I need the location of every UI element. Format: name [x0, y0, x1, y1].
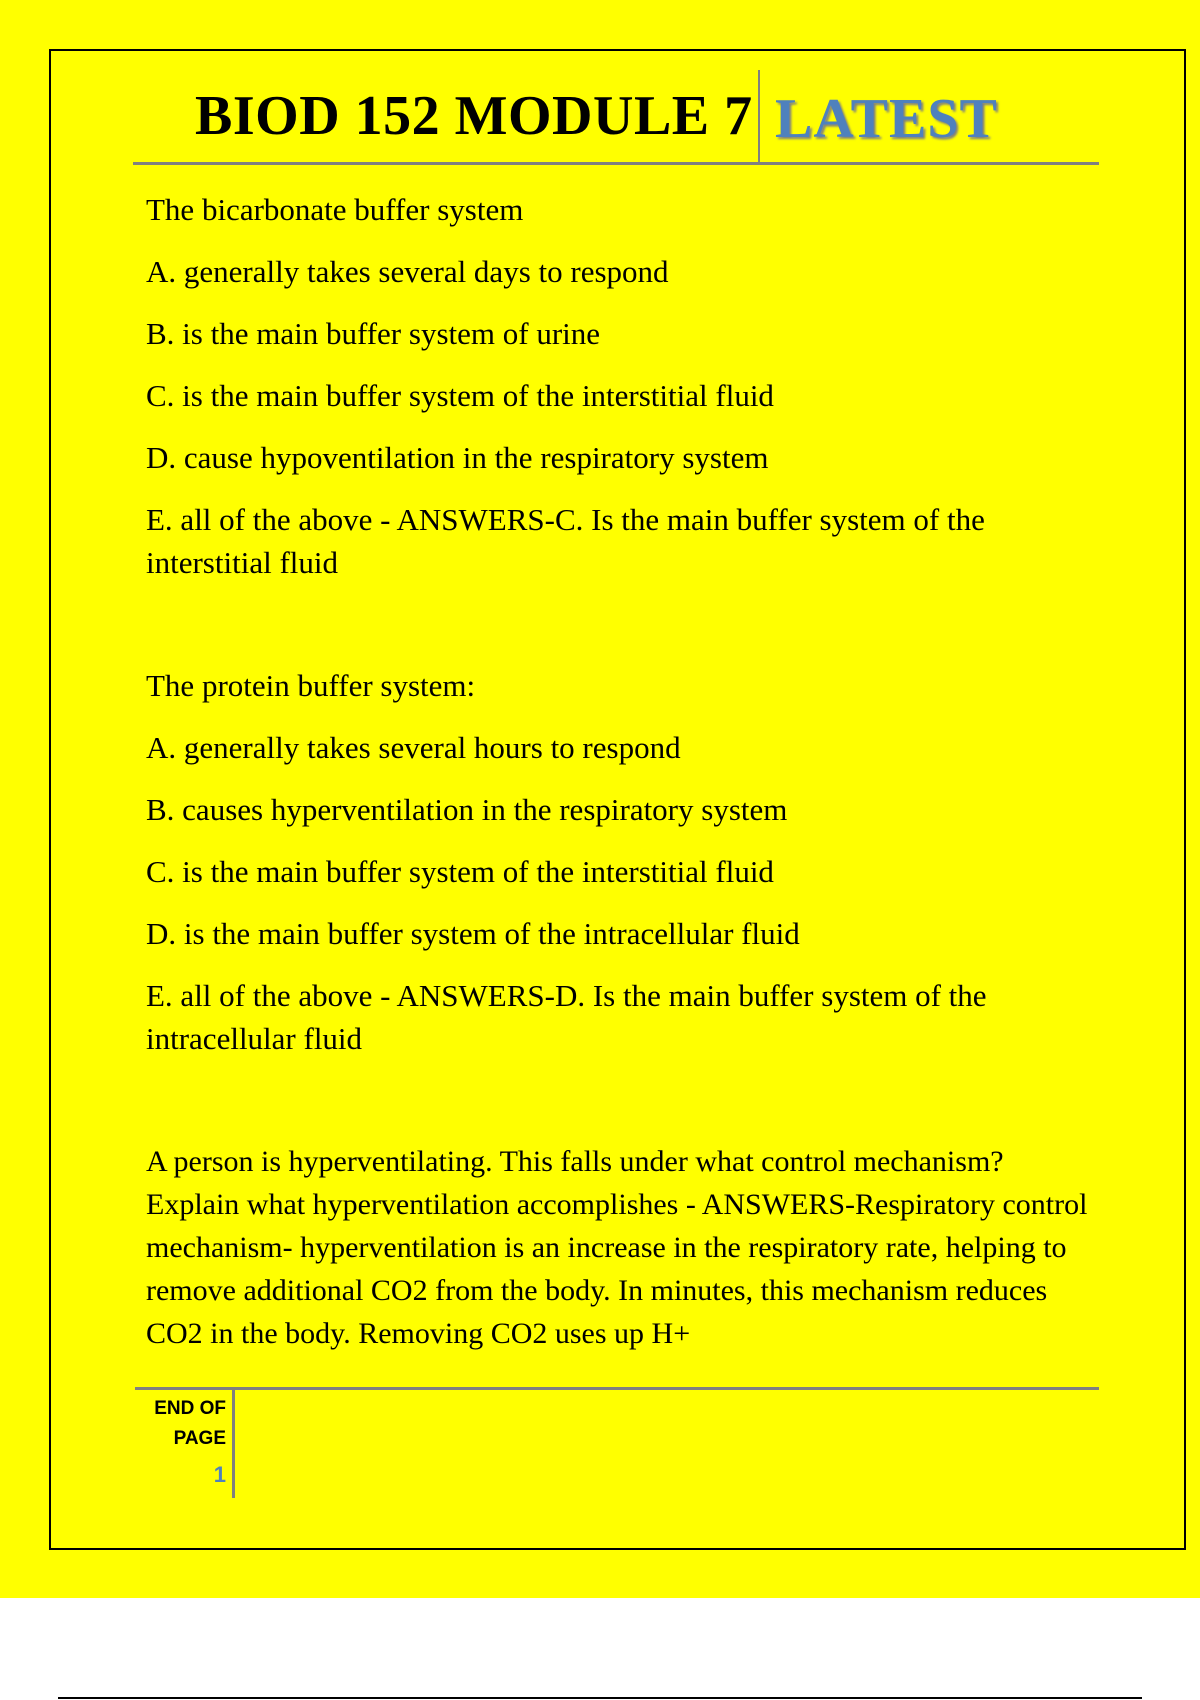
header-divider [758, 70, 760, 162]
document-title: BIOD 152 MODULE 7 [195, 85, 753, 147]
question-2-option-b: B. causes hyperventilation in the respiratory system [146, 792, 788, 827]
end-of-page-label [140, 1394, 226, 1454]
question-1-option-b: B. is the main buffer system of urine [146, 316, 601, 351]
question-3-text: A person is hyperventilating. This falls under what control mechanism? Explain what hyperventilation accomplishes - ANSWERS-Respiratory control mechanism- hyperventilation is an increase in the respiratory rate, helping to remove additional CO2 from the body. In minutes, this mechanism reduces CO2 in the body. Removing CO2 uses up H+ [146, 1145, 1088, 1350]
question-spacer [146, 584, 1096, 664]
question-1-option-a: A. generally takes several days to respond [146, 254, 669, 289]
question-1-option-d: D. cause hypoventilation in the respiratory system [146, 440, 769, 475]
question-spacer [146, 1060, 1096, 1140]
question-1-option-e-answer: E. all of the above - ANSWERS-C. Is the main buffer system of the interstitial fluid [146, 502, 985, 580]
end-of-page-line-2: PAGE [173, 1428, 226, 1449]
document-body [146, 188, 1096, 1355]
question-2-option-c: C. is the main buffer system of the interstitial fluid [146, 854, 774, 889]
question-2-stem: The protein buffer system: [146, 668, 476, 703]
document-header [133, 70, 1099, 165]
question-2-option-e-answer: E. all of the above - ANSWERS-D. Is the main buffer system of the intracellular fluid [146, 978, 987, 1056]
document-tag: LATEST [775, 88, 998, 150]
question-1-option-c: C. is the main buffer system of the interstitial fluid [146, 378, 774, 413]
bottom-divider [58, 1697, 1142, 1699]
question-2-option-d: D. is the main buffer system of the intracellular fluid [146, 916, 800, 951]
end-of-page-line-1: END OF [154, 1398, 226, 1419]
question-1-stem: The bicarbonate buffer system [146, 192, 524, 227]
footer-vertical-divider [232, 1390, 235, 1498]
footer-divider [135, 1387, 1099, 1390]
question-2-option-a: A. generally takes several hours to respond [146, 730, 681, 765]
page-number: 1 [213, 1462, 226, 1487]
